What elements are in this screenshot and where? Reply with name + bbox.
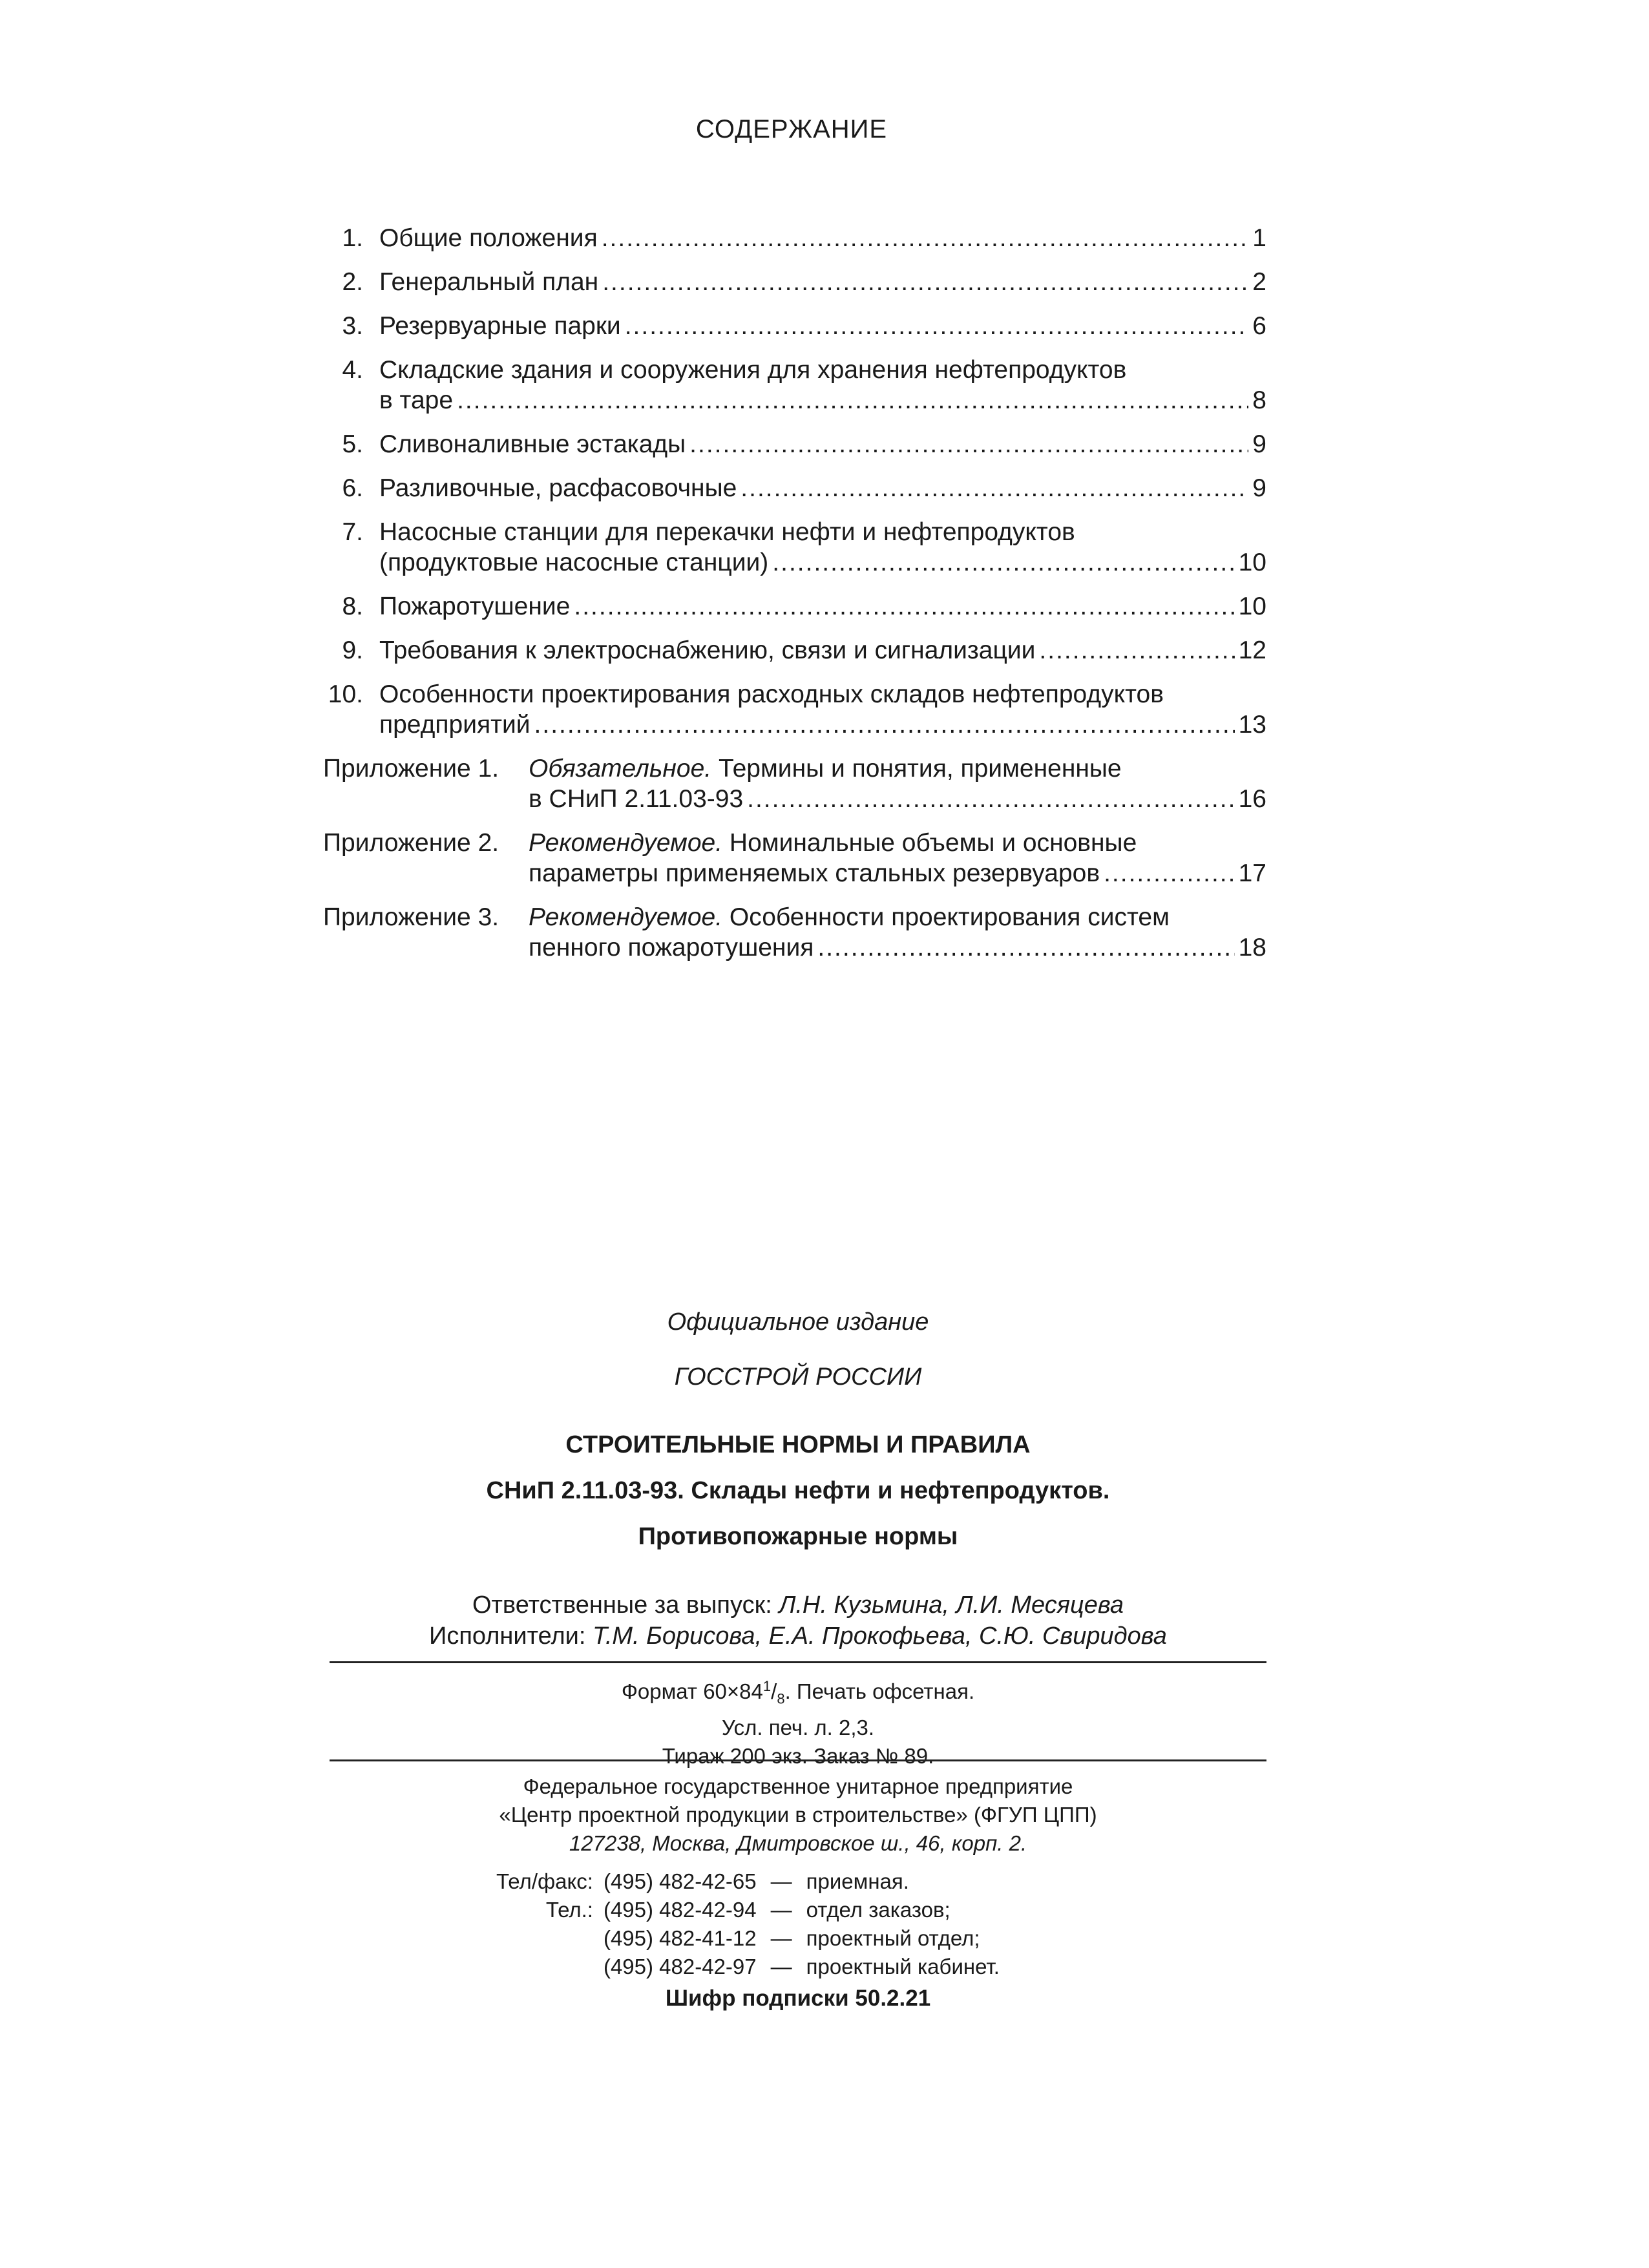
toc-line [379, 385, 1266, 415]
contact-row [491, 1896, 1005, 1924]
toc-entry-title: Пожаротушение [379, 593, 571, 620]
toc-appendix-title-cont: пенного пожаротушения [529, 934, 814, 961]
toc-line [379, 473, 1266, 503]
contact-dash: — [770, 1955, 792, 1979]
toc-entry-title: Генеральный план [379, 268, 599, 296]
subscription-cipher: Шифр подписки 50.2.21 [665, 1986, 931, 2011]
toc-entry-title-cont: (продуктовые насосные станции) [379, 549, 769, 576]
contact-row [491, 1924, 1005, 1953]
contact-label [491, 1953, 598, 1981]
toc-entry-title: Складские здания и сооружения для хранения нефтепродуктов [379, 356, 1127, 384]
toc-entry-page: 10 [1238, 549, 1266, 576]
toc-appendix-title [529, 902, 1266, 932]
toc-leader-dots [817, 932, 1234, 963]
toc-appendix-title-text: Особенности проектирования систем [722, 903, 1170, 931]
format-sub: 8 [777, 1690, 785, 1707]
toc-appendix-title-text: Термины и понятия, примененные [711, 755, 1122, 782]
toc-entry-page: 8 [1252, 386, 1266, 414]
toc-entry-title-cont: предприятий [379, 711, 530, 739]
contact-phone: (495) 482-42-65 [603, 1869, 757, 1893]
performers-names: Т.М. Борисова, Е.А. Прокофьева, С.Ю. Свиридова [592, 1622, 1167, 1650]
toc-appendix-category: Обязательное. [529, 755, 712, 782]
toc-line [379, 311, 1266, 341]
toc-entry-title: Сливоналивные эстакады [379, 430, 686, 458]
toc-entry-title: Насосные станции для перекачки нефти и нефтепродуктов [379, 518, 1075, 546]
toc-leader-dots [689, 429, 1248, 459]
toc-appendix-entry [323, 753, 1266, 814]
contact-label [491, 1924, 598, 1953]
divider [330, 1661, 1266, 1663]
toc-line [379, 223, 1266, 253]
toc-entry-number: 1. [342, 224, 363, 252]
toc-entry [323, 311, 1266, 341]
toc-appendix-entry [323, 902, 1266, 963]
contact-dash: — [770, 1898, 792, 1922]
toc-leader-dots [1039, 635, 1234, 666]
toc-entry-number: 8. [342, 593, 363, 620]
toc-line [529, 784, 1266, 814]
toc-leader-dots [534, 709, 1235, 740]
performers-line [330, 1621, 1266, 1652]
toc-entry-page: 10 [1238, 593, 1266, 620]
toc-line [379, 709, 1266, 740]
contact-phone: (495) 482-42-94 [603, 1898, 757, 1922]
org-name-line1: Федеральное государственное унитарное предприятие [523, 1774, 1073, 1798]
toc-line [379, 547, 1266, 578]
credits [330, 1590, 1266, 1652]
toc-entry-page: 17 [1238, 859, 1266, 887]
sheets-line: Усл. печ. л. 2,3. [721, 1715, 875, 1739]
toc-appendix-category: Рекомендуемое. [529, 903, 723, 931]
contact-desc: проектный отдел; [806, 1926, 980, 1950]
document-subtitle: Противопожарные нормы [638, 1523, 958, 1550]
format-line [330, 1672, 1266, 1714]
responsible-line [330, 1590, 1266, 1621]
contact-dash: — [770, 1926, 792, 1950]
toc-line [379, 429, 1266, 459]
toc-leader-dots [747, 784, 1234, 814]
toc-entry-page: 9 [1252, 474, 1266, 502]
toc-line [379, 635, 1266, 666]
responsible-names: Л.Н. Кузьмина, Л.И. Месяцева [779, 1591, 1124, 1619]
toc-leader-dots [602, 267, 1248, 297]
contact-desc: приемная. [806, 1869, 909, 1893]
toc-leader-dots [1104, 858, 1235, 888]
contact-desc: проектный кабинет. [806, 1955, 1000, 1979]
toc-entry-page: 12 [1238, 636, 1266, 664]
contact-desc: отдел заказов; [806, 1898, 951, 1922]
toc-entry [323, 429, 1266, 459]
org-name-line2: «Центр проектной продукции в строительстве» (ФГУП ЦПП) [499, 1803, 1097, 1827]
toc-entry-number: 9. [342, 636, 363, 664]
toc-entry [323, 267, 1266, 297]
toc-entry-number: 3. [342, 312, 363, 340]
format-slash: / [771, 1679, 777, 1703]
contact-row [491, 1867, 1005, 1896]
org-address: 127238, Москва, Дмитровское ш., 46, корп. 2. [569, 1831, 1027, 1855]
format-sup: 1 [762, 1678, 772, 1694]
toc-entry [323, 679, 1266, 740]
toc-appendix-entry [323, 828, 1266, 888]
toc-heading: СОДЕРЖАНИЕ [695, 115, 888, 143]
toc-entry-title-cont: в таре [379, 386, 454, 414]
toc-leader-dots [772, 547, 1234, 578]
toc-entry-title: Резервуарные парки [379, 312, 621, 340]
toc-line [379, 267, 1266, 297]
contact-row [491, 1953, 1005, 1981]
toc-entry-page: 13 [1238, 711, 1266, 739]
official-edition: Официальное издание [667, 1308, 929, 1336]
toc-entry-title: Общие положения [379, 224, 598, 252]
toc-entry-number: 7. [342, 518, 363, 546]
format-suffix: . Печать офсетная. [784, 1679, 975, 1703]
toc-appendix-title-cont: параметры применяемых стальных резервуаров [529, 859, 1100, 887]
toc-appendix-title [529, 753, 1266, 784]
toc-entry-number: 4. [342, 356, 363, 384]
toc-leader-dots [457, 385, 1248, 415]
toc-appendix-title-cont: в СНиП 2.11.03-93 [529, 785, 744, 813]
toc-leader-dots [740, 473, 1248, 503]
toc-appendix-label: Приложение 2. [323, 829, 499, 857]
toc-entry-title: Разливочные, расфасовочные [379, 474, 737, 502]
organization-info [330, 1772, 1266, 1858]
toc-line [379, 591, 1266, 622]
contact-label: Тел/факс: [496, 1869, 593, 1893]
toc-entry-page: 2 [1252, 268, 1266, 296]
toc-entry [323, 355, 1266, 415]
toc-entry-number: 10. [328, 680, 363, 708]
format-text: Формат 60×84 [621, 1679, 763, 1703]
toc-leader-dots [602, 223, 1249, 253]
toc-appendix-category: Рекомендуемое. [529, 829, 723, 857]
toc-entry [323, 473, 1266, 503]
toc-entry-page: 18 [1238, 934, 1266, 961]
toc-entry [323, 635, 1266, 666]
print-info [330, 1672, 1266, 1770]
toc-entry-number: 5. [342, 430, 363, 458]
toc-line [529, 932, 1266, 963]
toc-entry-page: 1 [1252, 224, 1266, 252]
toc-entry-page: 9 [1252, 430, 1266, 458]
toc-entry-number: 6. [342, 474, 363, 502]
performers-label: Исполнители: [429, 1622, 593, 1650]
toc-entry-page: 16 [1238, 785, 1266, 813]
toc-entry-number: 2. [342, 268, 363, 296]
divider [330, 1759, 1266, 1761]
run-line: Тираж 200 экз. Заказ № 89. [662, 1743, 934, 1768]
contact-phone: (495) 482-41-12 [603, 1926, 757, 1950]
toc-leader-dots [574, 591, 1234, 622]
table-of-contents [323, 223, 1266, 976]
toc-line [529, 858, 1266, 888]
document-title: СНиП 2.11.03-93. Склады нефти и нефтепродуктов. [486, 1477, 1110, 1504]
toc-appendix-title [529, 828, 1266, 858]
toc-entry-page: 6 [1252, 312, 1266, 340]
toc-entry [323, 517, 1266, 578]
publisher: ГОССТРОЙ РОССИИ [674, 1363, 922, 1391]
contact-phone: (495) 482-42-97 [603, 1955, 757, 1979]
contacts-table [491, 1867, 1005, 1981]
toc-leader-dots [625, 311, 1249, 341]
document-type: СТРОИТЕЛЬНЫЕ НОРМЫ И ПРАВИЛА [565, 1431, 1031, 1458]
toc-entry [323, 591, 1266, 622]
toc-entry-title: Особенности проектирования расходных складов нефтепродуктов [379, 680, 1164, 708]
toc-entry-title: Требования к электроснабжению, связи и сигнализации [379, 636, 1036, 664]
toc-appendix-label: Приложение 1. [323, 755, 499, 782]
responsible-label: Ответственные за выпуск: [472, 1591, 779, 1619]
contact-dash: — [770, 1869, 792, 1893]
toc-appendix-title-text: Номинальные объемы и основные [722, 829, 1137, 857]
contact-label: Тел.: [545, 1898, 593, 1922]
toc-appendix-label: Приложение 3. [323, 903, 499, 931]
toc-entry [323, 223, 1266, 253]
